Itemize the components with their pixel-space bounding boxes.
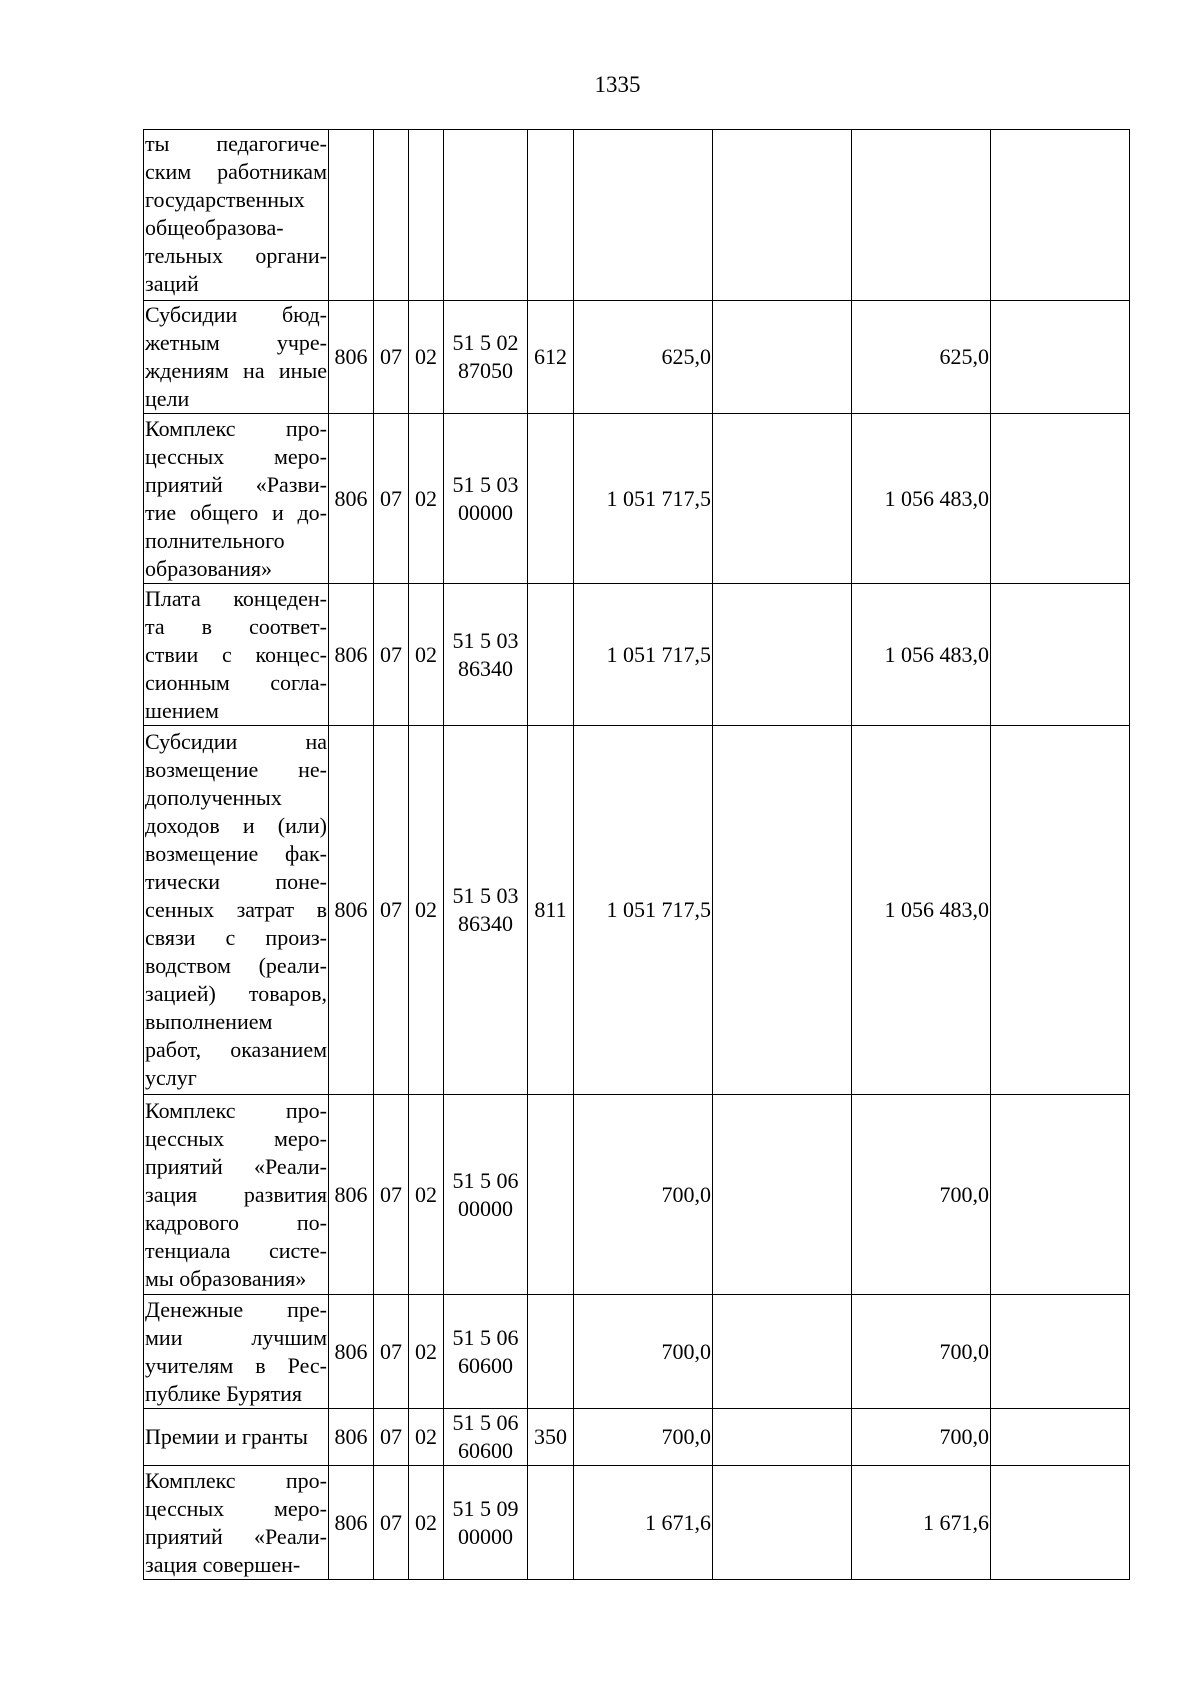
csr-cell	[444, 1466, 528, 1580]
table-row	[144, 130, 1130, 301]
csr-line: 51 5 06	[452, 1167, 519, 1193]
budget-table	[143, 129, 1130, 1580]
csr-cell	[444, 1095, 528, 1295]
rz-cell: 07	[374, 726, 409, 1095]
row-name-line: тенциала систе-	[145, 1237, 327, 1263]
row-name-line: связи с произ-	[145, 925, 327, 950]
sum1-cell: 625,0	[574, 301, 713, 414]
row-name-line: мии лучшим	[145, 1324, 327, 1350]
sum2-cell	[713, 414, 852, 584]
row-name-line: жетным учре-	[145, 330, 327, 355]
grbs-cell: 806	[329, 301, 374, 414]
row-name-line: приятий «Реали-	[145, 1153, 327, 1179]
row-name-line: доходов и (или)	[145, 813, 327, 838]
sum2-cell	[713, 584, 852, 726]
row-name-cell	[144, 130, 329, 301]
table-row	[144, 1409, 1130, 1466]
row-name-line: публике Бурятия	[145, 1380, 302, 1406]
row-name-line: зация развития	[145, 1181, 327, 1207]
vr-cell	[528, 1295, 574, 1409]
row-name-line: общеобразова-	[145, 215, 284, 240]
vr-cell	[528, 414, 574, 584]
page-number: 1335	[594, 72, 641, 97]
row-name-cell	[144, 414, 329, 584]
row-name-line: цессных меро-	[145, 443, 327, 469]
grbs-cell: 806	[329, 726, 374, 1095]
row-name-line: мы образования»	[145, 1265, 307, 1291]
row-name-line: зация совершен-	[145, 1551, 301, 1577]
csr-cell	[444, 414, 528, 584]
row-name-line: Денежные пре-	[145, 1296, 327, 1322]
csr-line: 86340	[458, 911, 513, 936]
sum3-cell: 1 671,6	[852, 1466, 991, 1580]
rz-cell: 07	[374, 1095, 409, 1295]
pr-cell: 02	[409, 584, 444, 726]
vr-cell: 612	[528, 301, 574, 414]
csr-line: 00000	[458, 1523, 513, 1549]
vr-cell	[528, 1095, 574, 1295]
sum2-cell	[713, 1295, 852, 1409]
sum2-cell	[713, 130, 852, 301]
sum3-cell: 1 056 483,0	[852, 584, 991, 726]
row-name-line: цели	[145, 386, 190, 411]
row-name-cell	[144, 301, 329, 414]
sum2-cell	[713, 726, 852, 1095]
row-name-line: приятий «Реали-	[145, 1523, 327, 1549]
row-name-line: водством (реали-	[145, 953, 327, 978]
row-name-line: кадрового по-	[145, 1209, 327, 1235]
sum3-cell: 625,0	[852, 301, 991, 414]
csr-line: 51 5 02	[452, 330, 519, 355]
pr-cell: 02	[409, 726, 444, 1095]
table-row	[144, 1095, 1130, 1295]
sum1-cell: 1 671,6	[574, 1466, 713, 1580]
table-row	[144, 726, 1130, 1095]
row-name-line: учителям в Рес-	[145, 1352, 327, 1378]
row-name-line: Плата концеден-	[145, 585, 327, 611]
rz-cell: 07	[374, 1466, 409, 1580]
grbs-cell: 806	[329, 1095, 374, 1295]
csr-line: 00000	[458, 1195, 513, 1221]
rz-cell: 07	[374, 584, 409, 726]
sum2-cell	[713, 301, 852, 414]
row-name-line: выполнением	[145, 1009, 273, 1034]
row-name-cell	[144, 1466, 329, 1580]
sum4-cell	[991, 1095, 1130, 1295]
row-name-line: цессных меро-	[145, 1125, 327, 1151]
grbs-cell: 806	[329, 1466, 374, 1580]
sum2-cell	[713, 1095, 852, 1295]
csr-cell	[444, 726, 528, 1095]
sum2-cell	[713, 1466, 852, 1580]
row-name-line: сенных затрат в	[145, 897, 327, 922]
grbs-cell: 806	[329, 414, 374, 584]
sum4-cell	[991, 1409, 1130, 1466]
row-name-line: Комплекс про-	[145, 1467, 327, 1493]
row-name-line: шением	[145, 697, 219, 723]
sum4-cell	[991, 130, 1130, 301]
pr-cell: 02	[409, 1095, 444, 1295]
csr-line: 51 5 09	[452, 1495, 519, 1521]
pr-cell: 02	[409, 1295, 444, 1409]
sum4-cell	[991, 584, 1130, 726]
rz-cell: 07	[374, 414, 409, 584]
csr-line: 51 5 06	[452, 1324, 519, 1350]
csr-line: 87050	[458, 358, 513, 383]
row-name-line: ты педагогиче-	[145, 131, 327, 156]
row-name-cell	[144, 1409, 329, 1466]
row-name-line: сионным согла-	[145, 669, 327, 695]
csr-line: 51 5 03	[452, 471, 519, 497]
row-name-line: полнительного	[145, 527, 285, 553]
row-name-line: услуг	[145, 1065, 197, 1090]
table-row	[144, 301, 1130, 414]
row-name-cell	[144, 584, 329, 726]
row-name-line: заций	[145, 271, 199, 296]
csr-line: 60600	[458, 1352, 513, 1378]
row-name-line: та в соответ-	[145, 613, 327, 639]
vr-cell: 350	[528, 1409, 574, 1466]
table-row	[144, 414, 1130, 584]
table-row	[144, 1295, 1130, 1409]
grbs-cell: 806	[329, 584, 374, 726]
csr-line: 60600	[458, 1438, 513, 1463]
row-name-cell	[144, 1295, 329, 1409]
row-name-line: тельных органи-	[145, 243, 327, 268]
row-name-line: возмещение фак-	[145, 841, 327, 866]
row-name-line: работ, оказанием	[145, 1037, 327, 1062]
sum4-cell	[991, 1295, 1130, 1409]
sum3-cell: 1 056 483,0	[852, 726, 991, 1095]
pr-cell: 02	[409, 414, 444, 584]
row-name-line: приятий «Разви-	[145, 471, 327, 497]
table-row	[144, 584, 1130, 726]
vr-cell	[528, 1466, 574, 1580]
table-row	[144, 1466, 1130, 1580]
row-name-line: образования»	[145, 555, 273, 581]
pr-cell: 02	[409, 1466, 444, 1580]
row-name-line: зацией) товаров,	[145, 981, 327, 1006]
sum4-cell	[991, 726, 1130, 1095]
row-name-line: Комплекс про-	[145, 415, 327, 441]
row-name-cell	[144, 1095, 329, 1295]
row-name-line: дополученных	[145, 785, 282, 810]
sum4-cell	[991, 414, 1130, 584]
sum1-cell: 1 051 717,5	[574, 584, 713, 726]
sum1-cell: 700,0	[574, 1095, 713, 1295]
vr-cell: 811	[528, 726, 574, 1095]
csr-cell	[444, 301, 528, 414]
csr-line: 51 5 03	[452, 883, 519, 908]
sum4-cell	[991, 301, 1130, 414]
rz-cell: 07	[374, 301, 409, 414]
sum1-cell: 700,0	[574, 1409, 713, 1466]
row-name-line: тие общего и до-	[145, 499, 327, 525]
sum1-cell: 1 051 717,5	[574, 726, 713, 1095]
sum4-cell	[991, 1466, 1130, 1580]
grbs-cell: 806	[329, 1295, 374, 1409]
sum3-cell: 700,0	[852, 1409, 991, 1466]
csr-cell	[444, 1409, 528, 1466]
row-name-line: Субсидии на	[145, 729, 327, 754]
rz-cell: 07	[374, 1295, 409, 1409]
sum1-cell	[574, 130, 713, 301]
rz-cell	[374, 130, 409, 301]
row-name-line: ждениям на иные	[145, 358, 327, 383]
row-name-line: цессных меро-	[145, 1495, 327, 1521]
csr-cell	[444, 1295, 528, 1409]
vr-cell	[528, 130, 574, 301]
csr-cell	[444, 130, 528, 301]
csr-line: 86340	[458, 655, 513, 681]
pr-cell: 02	[409, 301, 444, 414]
sum3-cell	[852, 130, 991, 301]
vr-cell	[528, 584, 574, 726]
row-name-line: ствии с концес-	[145, 641, 327, 667]
sum1-cell: 700,0	[574, 1295, 713, 1409]
row-name-line: Субсидии бюд-	[145, 302, 327, 327]
row-name-line: Премии и гранты	[145, 1424, 308, 1449]
sum3-cell: 1 056 483,0	[852, 414, 991, 584]
sum3-cell: 700,0	[852, 1295, 991, 1409]
pr-cell	[409, 130, 444, 301]
rz-cell: 07	[374, 1409, 409, 1466]
sum1-cell: 1 051 717,5	[574, 414, 713, 584]
grbs-cell	[329, 130, 374, 301]
row-name-cell	[144, 726, 329, 1095]
csr-line: 51 5 06	[452, 1410, 519, 1435]
row-name-line: тически поне-	[145, 869, 327, 894]
row-name-line: ским работникам	[145, 159, 327, 184]
sum3-cell: 700,0	[852, 1095, 991, 1295]
grbs-cell: 806	[329, 1409, 374, 1466]
pr-cell: 02	[409, 1409, 444, 1466]
csr-cell	[444, 584, 528, 726]
row-name-line: возмещение не-	[145, 757, 327, 782]
row-name-line: Комплекс про-	[145, 1097, 327, 1123]
csr-line: 00000	[458, 499, 513, 525]
sum2-cell	[713, 1409, 852, 1466]
csr-line: 51 5 03	[452, 627, 519, 653]
row-name-line: государственных	[145, 187, 305, 212]
